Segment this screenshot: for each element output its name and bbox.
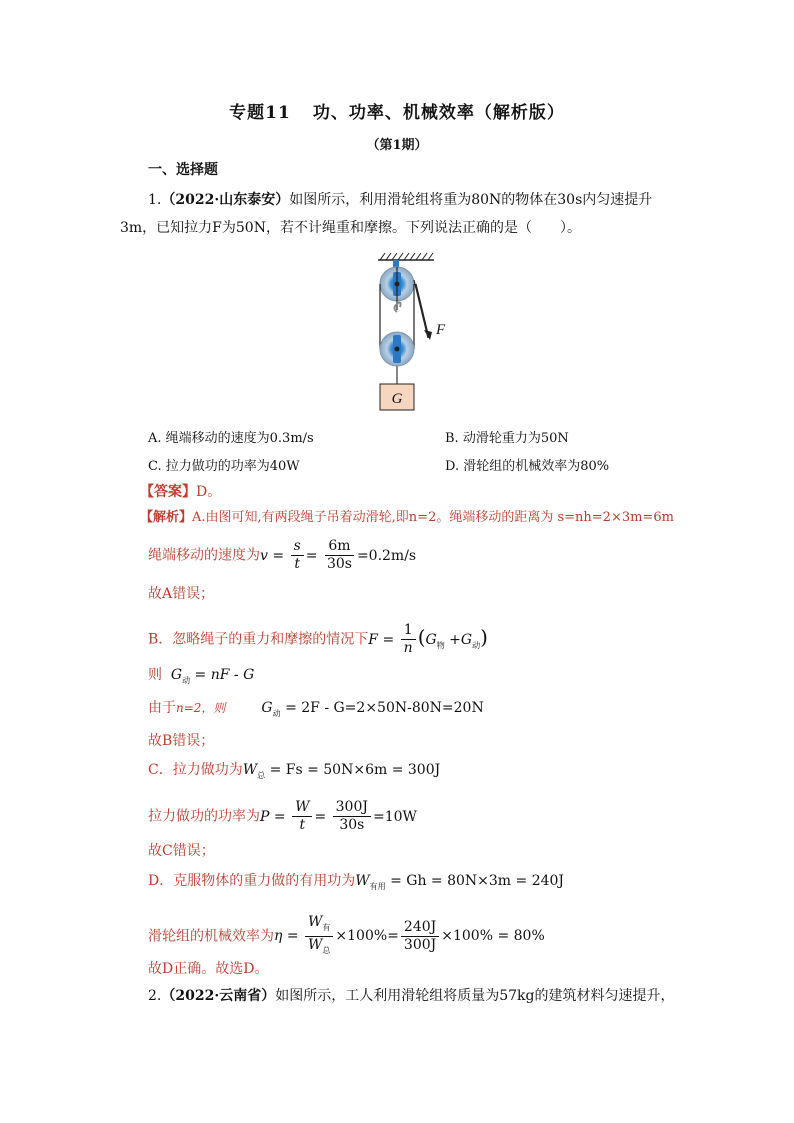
frac-w-total: W bbox=[308, 936, 323, 953]
ceiling-support bbox=[378, 253, 434, 260]
analysis-c-line1 bbox=[148, 760, 440, 786]
frac-w-useful: W bbox=[308, 914, 323, 930]
frac-t: t bbox=[294, 556, 300, 572]
c-work-calc: = Fs = 50N×6m = 300J bbox=[269, 762, 441, 778]
frac-W: W bbox=[292, 799, 312, 817]
sub-useful: 有用 bbox=[369, 881, 386, 891]
frac-t-2: t bbox=[299, 817, 306, 833]
analysis-a-text: A.由图可知,有两段绳子吊着动滑轮,即n=2。绳端移动的距离为 s=nh=2×3m=6m bbox=[192, 510, 674, 525]
frac-n: n bbox=[403, 640, 413, 656]
analysis-a-line2: 绳端移动的速度为v = $\frac{s}{t}$ = $\frac{6m}{30s}$ =0.2m/s bbox=[148, 538, 417, 572]
analysis-d-text: D．克服物体的重力做的有用功为 bbox=[148, 873, 356, 889]
section-heading: 一、选择题 bbox=[148, 162, 218, 178]
answer-line bbox=[140, 482, 221, 502]
efficiency-result: ×100% = 80% bbox=[441, 928, 545, 945]
q1-source: （2022·山东泰安） bbox=[161, 192, 290, 208]
sub-pulley-3: 动 bbox=[272, 708, 281, 718]
q2-stem-text: 如图所示，工人利用滑轮组将质量为57kg的建筑材料匀速提升， bbox=[275, 988, 675, 1004]
sub-total-2: 总 bbox=[322, 945, 331, 955]
analysis-d-line2: 滑轮组的机械效率为η = $\frac{W_有}{W_总}$ ×100%= $\frac{240J}{300J}$ ×100% = 80% bbox=[148, 914, 545, 955]
analysis-c-power-label: 拉力做功的功率为 bbox=[148, 808, 260, 825]
analysis-c-line2: 拉力做功的功率为P = $\frac{W}{t}$ = $\frac{300J}{30s}$ =10W bbox=[148, 799, 417, 833]
analysis-b-line3 bbox=[148, 698, 484, 724]
var-w-total: W bbox=[242, 762, 258, 778]
d-mid: ×100%= bbox=[335, 928, 399, 945]
analysis-tag: 【解析】 bbox=[140, 510, 193, 525]
analysis-d-efficiency-label: 滑轮组的机械效率为 bbox=[148, 928, 274, 945]
force-label: F bbox=[436, 322, 446, 338]
var-g-pulley: G bbox=[460, 631, 473, 648]
analysis-d-conclusion: 故D正确。故选D。 bbox=[148, 961, 269, 977]
q2-source: （2022·云南省） bbox=[161, 988, 276, 1004]
sub-useful-2: 有 bbox=[322, 922, 331, 932]
title-topic-number: 专题11 bbox=[229, 103, 291, 123]
analysis-a-line1 bbox=[140, 508, 674, 528]
velocity-result: =0.2m/s bbox=[356, 547, 417, 564]
frac-300J: 300J bbox=[333, 799, 371, 817]
analysis-b-conclusion: 故B错误； bbox=[148, 733, 215, 749]
q1-stem-text1: 如图所示，利用滑轮组将重为80N的物体在30s内匀速提升 bbox=[289, 192, 653, 208]
q2-stem-line1 bbox=[148, 986, 674, 1006]
var-g-pulley-3: G bbox=[261, 700, 273, 716]
analysis-c-text: C．拉力做功为 bbox=[148, 762, 243, 778]
frac-300J-2: 300J bbox=[403, 936, 437, 953]
option-b: B. 动滑轮重力为50N bbox=[445, 431, 569, 446]
frac-one: 1 bbox=[401, 622, 416, 640]
option-c: C. 拉力做功的功率为40W bbox=[148, 459, 300, 474]
analysis-c-conclusion: 故C错误； bbox=[148, 843, 215, 859]
analysis-b-line2 bbox=[148, 665, 254, 691]
analysis-a-velocity-label: 绳端移动的速度为 bbox=[148, 547, 260, 564]
var-g-pulley-2: G bbox=[170, 667, 183, 683]
pulley-diagram bbox=[360, 250, 470, 415]
frac-s: s bbox=[291, 538, 304, 556]
b-n-value: n=2，则 bbox=[176, 701, 226, 715]
frac-30s-2: 30s bbox=[339, 817, 365, 833]
var-P: P bbox=[260, 808, 270, 825]
var-eta: η bbox=[274, 928, 283, 945]
force-arrow bbox=[416, 284, 432, 340]
answer-tag: 【答案】 bbox=[140, 484, 196, 500]
movable-pulley bbox=[380, 332, 414, 366]
option-a: A. 绳端移动的速度为0.3m/s bbox=[148, 431, 314, 446]
b-formula: = nF - G bbox=[194, 667, 255, 683]
frac-240J: 240J bbox=[401, 919, 439, 937]
sub-total: 总 bbox=[257, 770, 266, 780]
frac-6m: 6m bbox=[325, 538, 353, 556]
option-d: D. 滑轮组的机械效率为80% bbox=[445, 459, 610, 474]
b-calculation: = 2F - G=2×50N-80N=20N bbox=[285, 700, 484, 716]
page-title bbox=[0, 98, 794, 123]
b-since: 由于 bbox=[148, 700, 176, 716]
var-v: v bbox=[260, 547, 268, 564]
analysis-b-text: B．忽略绳子的重力和摩擦的情况下 bbox=[148, 631, 369, 648]
var-g-object: G bbox=[425, 631, 437, 648]
b-then: 则 bbox=[148, 667, 162, 683]
analysis-a-conclusion: 故A错误； bbox=[148, 586, 215, 602]
weight-label: G bbox=[391, 391, 403, 407]
var-F: F bbox=[368, 631, 379, 648]
q1-number: 1. bbox=[148, 192, 162, 208]
sub-pulley-2: 动 bbox=[182, 675, 191, 685]
answer-value: D。 bbox=[196, 484, 222, 500]
title-topic-name: 功、功率、机械效率（解析版） bbox=[312, 103, 565, 123]
analysis-b-line1: B．忽略绳子的重力和摩擦的情况下F = $\frac{1}{n}$ $(G_物 +G_动)$ bbox=[148, 622, 488, 656]
q2-number: 2. bbox=[148, 988, 162, 1004]
q1-stem-line2: 3m，已知拉力F为50N，若不计绳重和摩擦。下列说法正确的是（ ）。 bbox=[120, 220, 581, 236]
var-w-useful: W bbox=[355, 873, 370, 889]
sub-pulley: 动 bbox=[472, 640, 481, 650]
frac-30s: 30s bbox=[326, 556, 352, 572]
d-useful-work-calc: = Gh = 80N×3m = 240J bbox=[390, 873, 565, 889]
sub-object: 物 bbox=[436, 640, 445, 650]
analysis-d-line1 bbox=[148, 871, 564, 897]
q1-stem-line1 bbox=[148, 190, 652, 210]
issue-number: （第1期） bbox=[366, 138, 428, 153]
power-result: =10W bbox=[372, 808, 417, 825]
